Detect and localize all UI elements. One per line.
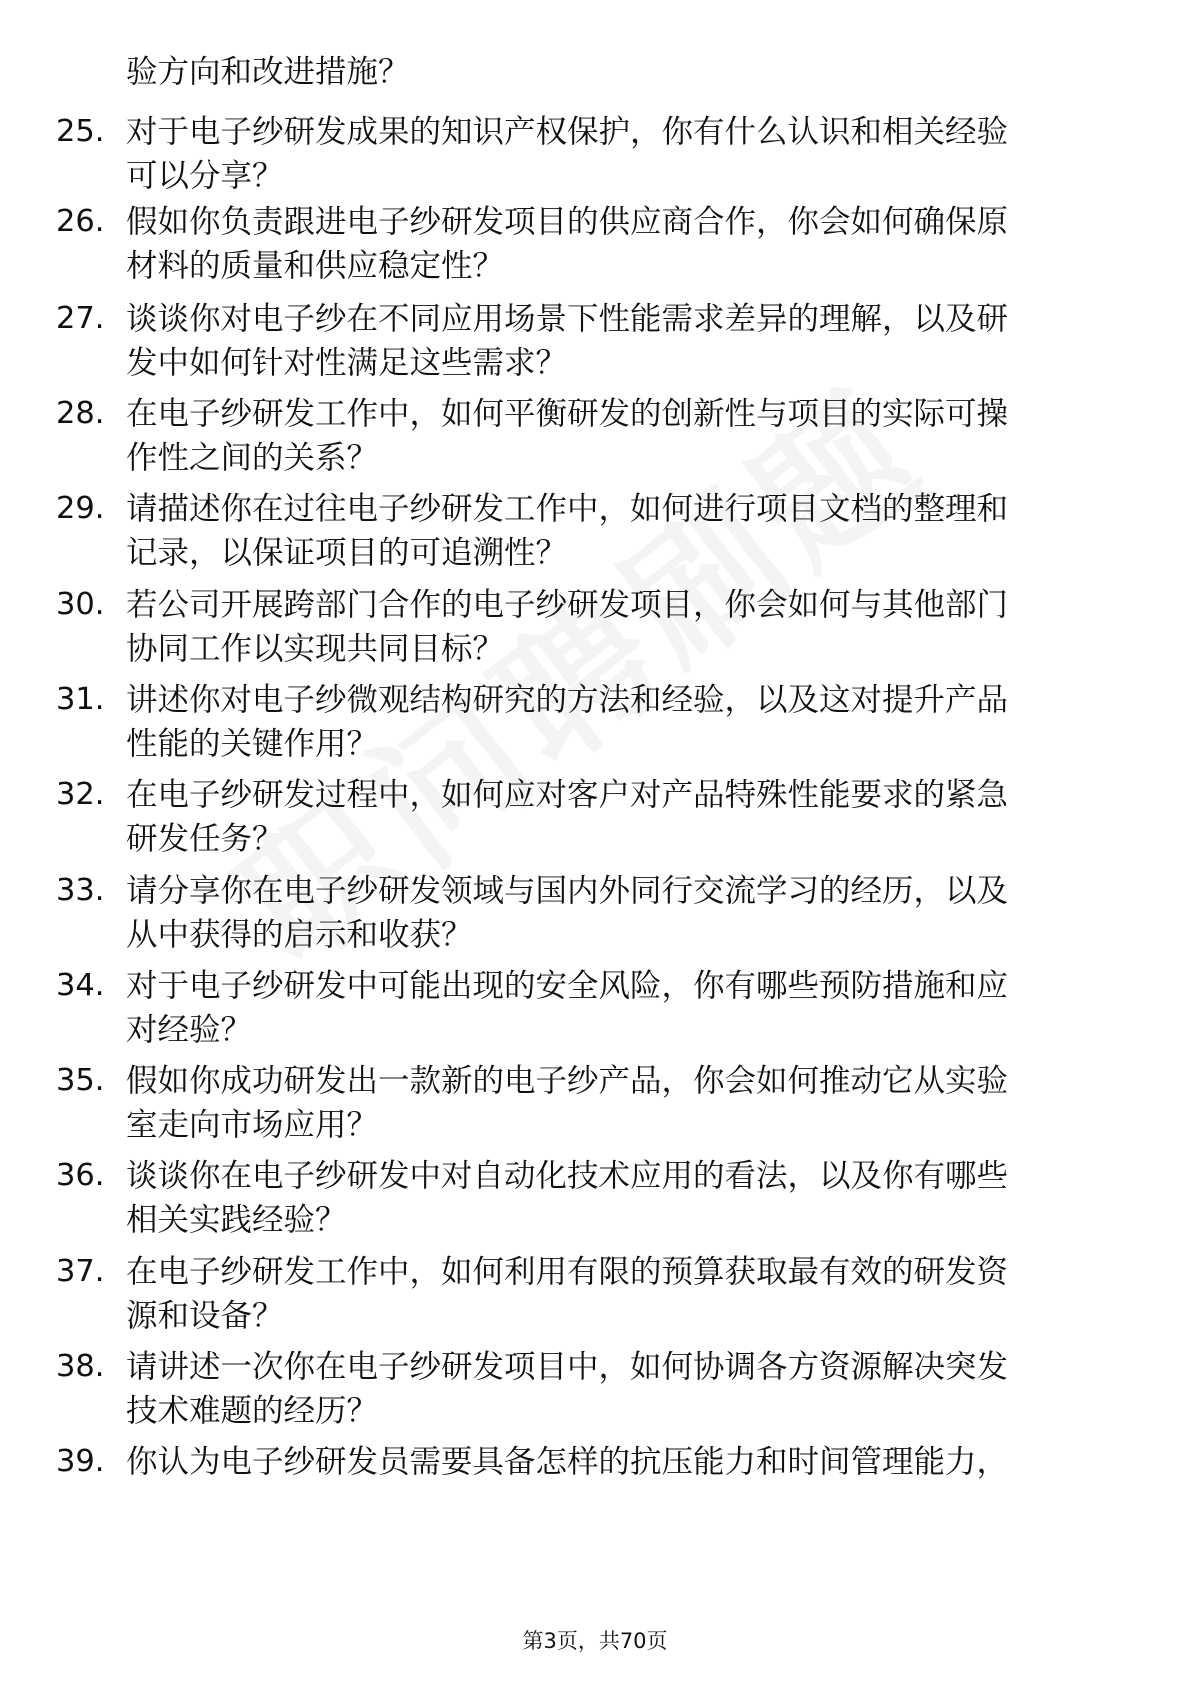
question-number: 25. bbox=[56, 114, 105, 149]
question-text-line: 对于电子纱研发成果的知识产权保护，你有什么认识和相关经验 bbox=[126, 114, 1009, 150]
question-text-line: 室走向市场应用？ bbox=[126, 1107, 379, 1143]
question-number: 31. bbox=[56, 682, 105, 717]
question-number: 33. bbox=[56, 873, 105, 908]
question-text-line: 假如你负责跟进电子纱研发项目的供应商合作，你会如何确保原 bbox=[126, 204, 1009, 240]
question-text-line: 请讲述一次你在电子纱研发项目中，如何协调各方资源解决突发 bbox=[126, 1349, 1009, 1385]
question-text-line: 源和设备？ bbox=[126, 1298, 284, 1334]
question-number: 27. bbox=[56, 301, 105, 336]
question-text-line: 可以分享？ bbox=[126, 158, 284, 194]
question-number: 37. bbox=[56, 1254, 105, 1289]
question-number: 36. bbox=[56, 1158, 105, 1193]
question-text-line: 请分享你在电子纱研发领域与国内外同行交流学习的经历，以及 bbox=[126, 873, 1009, 909]
question-text-line: 性能的关键作用？ bbox=[126, 726, 379, 762]
question-text-line: 你认为电子纱研发员需要具备怎样的抗压能力和时间管理能力， bbox=[126, 1444, 1009, 1480]
question-text-line: 谈谈你对电子纱在不同应用场景下性能需求差异的理解，以及研 bbox=[126, 301, 1009, 337]
question-number: 34. bbox=[56, 968, 105, 1003]
question-number: 38. bbox=[56, 1349, 105, 1384]
question-text-line: 对经验？ bbox=[126, 1012, 253, 1048]
question-number: 32. bbox=[56, 777, 105, 812]
question-text-line: 在电子纱研发工作中，如何利用有限的预算获取最有效的研发资 bbox=[126, 1254, 1009, 1290]
question-number: 29. bbox=[56, 491, 105, 526]
question-number: 26. bbox=[56, 204, 105, 239]
question-number: 39. bbox=[56, 1444, 105, 1479]
question-text-line: 假如你成功研发出一款新的电子纱产品，你会如何推动它从实验 bbox=[126, 1063, 1009, 1099]
question-text-line: 若公司开展跨部门合作的电子纱研发项目，你会如何与其他部门 bbox=[126, 587, 1009, 623]
question-text-line: 谈谈你在电子纱研发中对自动化技术应用的看法，以及你有哪些 bbox=[126, 1158, 1009, 1194]
question-text-line: 在电子纱研发工作中，如何平衡研发的创新性与项目的实际可操 bbox=[126, 396, 1009, 432]
continued-question-text: 验方向和改进措施？ bbox=[126, 54, 410, 90]
question-text-line: 材料的质量和供应稳定性？ bbox=[126, 248, 505, 284]
question-text-line: 讲述你对电子纱微观结构研究的方法和经验，以及这对提升产品 bbox=[126, 682, 1009, 718]
question-number: 28. bbox=[56, 396, 105, 431]
question-text-line: 技术难题的经历？ bbox=[126, 1393, 379, 1429]
question-text-line: 发中如何针对性满足这些需求？ bbox=[126, 345, 568, 381]
question-number: 35. bbox=[56, 1063, 105, 1098]
question-number: 30. bbox=[56, 587, 105, 622]
question-text-line: 在电子纱研发过程中，如何应对客户对产品特殊性能要求的紧急 bbox=[126, 777, 1009, 813]
question-text-line: 研发任务？ bbox=[126, 821, 284, 857]
question-text-line: 对于电子纱研发中可能出现的安全风险，你有哪些预防措施和应 bbox=[126, 968, 1009, 1004]
question-text-line: 协同工作以实现共同目标？ bbox=[126, 631, 505, 667]
question-text-line: 作性之间的关系？ bbox=[126, 440, 379, 476]
page-number-footer: 第3页，共70页 bbox=[522, 1629, 668, 1653]
question-text-line: 从中获得的启示和收获？ bbox=[126, 917, 473, 953]
question-text-line: 请描述你在过往电子纱研发工作中，如何进行项目文档的整理和 bbox=[126, 491, 1009, 527]
question-text-line: 记录，以保证项目的可追溯性？ bbox=[126, 535, 568, 571]
question-text-line: 相关实践经验？ bbox=[126, 1202, 347, 1238]
